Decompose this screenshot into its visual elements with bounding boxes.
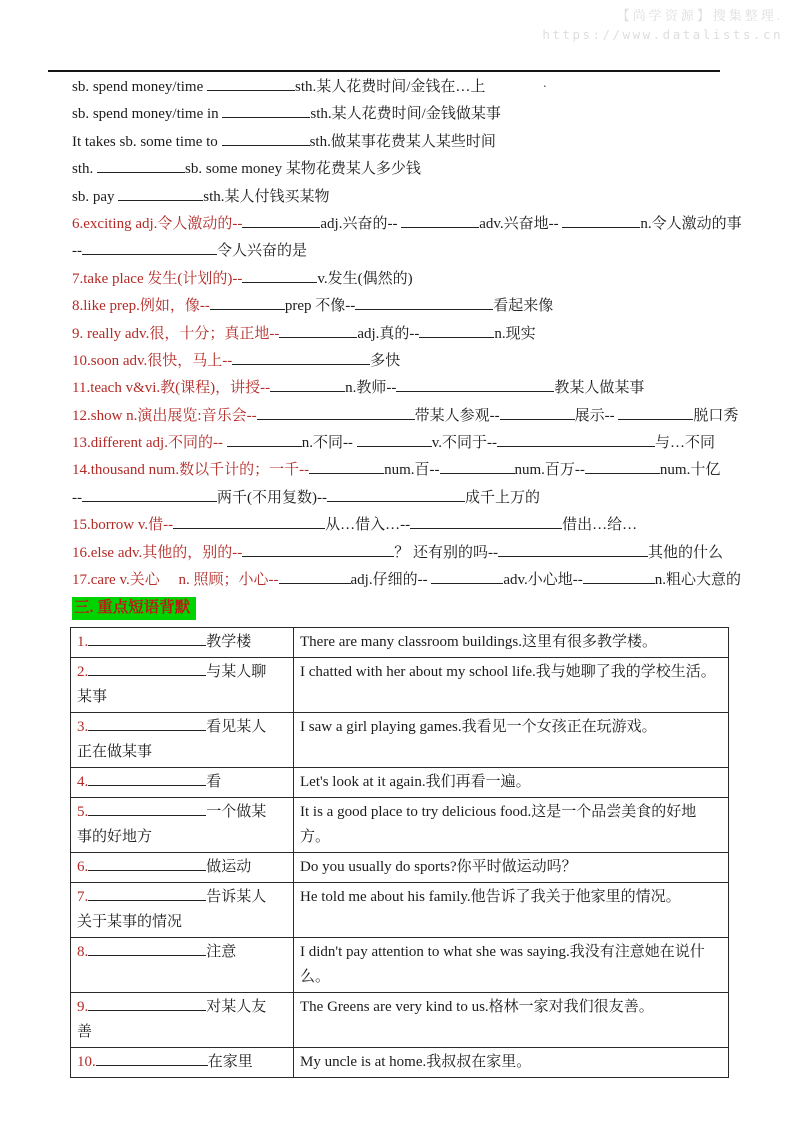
blank-underline — [88, 997, 206, 1011]
table-row — [71, 938, 729, 993]
blank-underline — [431, 570, 503, 584]
blank-underline — [242, 543, 394, 557]
table-row — [71, 993, 729, 1048]
text-segment: 13.different adj.不同的-- — [72, 435, 227, 452]
sentence-cell: I chatted with her about my school life.我与她聊了我的学校生活。 — [294, 658, 729, 713]
blank-underline — [309, 460, 384, 474]
sentence-cell: My uncle is at home.我叔叔在家里。 — [294, 1048, 729, 1078]
blank-underline — [327, 488, 465, 502]
phrase-cell — [71, 853, 294, 883]
phrase-drill-table — [70, 627, 729, 1078]
text-line — [72, 238, 740, 265]
text-segment: It takes sb. some time to — [72, 133, 222, 150]
phrase-cell — [71, 883, 294, 938]
blank-underline — [583, 570, 655, 584]
row-number: 5. — [77, 804, 89, 821]
text-segment: prep 不像-- — [284, 298, 356, 315]
blank-underline — [232, 351, 370, 365]
sentence-cell: There are many classroom buildings.这里有很多教学楼。 — [294, 628, 729, 658]
blank-underline — [88, 802, 206, 816]
row-number: 9. — [77, 999, 89, 1016]
row-number: 3. — [77, 719, 89, 736]
table-row — [71, 628, 729, 658]
blank-underline — [88, 772, 206, 786]
text-segment: sth.某人花费时间/金钱做某事 — [310, 106, 501, 123]
text-segment: 借出…给… — [562, 517, 638, 534]
watermark — [542, 6, 783, 44]
text-segment: 12.show n.演出展览:音乐会-- — [72, 407, 257, 424]
phrase-cn: 看见某人 — [206, 719, 267, 736]
watermark-source-text: 【尚学资源】搜集整理. — [616, 8, 783, 23]
text-segment: 带某人参观-- — [414, 407, 500, 424]
phrase-cell — [71, 628, 294, 658]
text-segment: ？ 还有别的吗-- — [394, 544, 498, 561]
text-segment: 其他的什么 — [648, 544, 724, 561]
text-line — [72, 430, 740, 457]
text-segment: sb. spend money/time — [72, 79, 207, 95]
sentence-cell: I didn't pay attention to what she was saying.我没有注意她在说什么。 — [294, 938, 729, 993]
text-segment: 看起来像 — [493, 298, 554, 315]
text-segment: n.教师-- — [345, 380, 397, 397]
phrase-cn: 在家里 — [207, 1054, 253, 1071]
blank-underline — [401, 214, 479, 228]
watermark-url-text: https://www.datalists.cn — [542, 27, 783, 42]
text-segment: 11.teach v&vi.教(课程)，讲授-- — [72, 380, 271, 397]
stray-dot-mark: . — [543, 76, 547, 91]
row-number: 10. — [77, 1054, 96, 1071]
text-line — [72, 540, 740, 567]
blank-underline — [419, 324, 494, 338]
table-row — [71, 658, 729, 713]
text-line — [72, 348, 740, 375]
phrase-cell — [71, 658, 294, 713]
phrase-cell — [71, 1048, 294, 1078]
phrase-cn: 看 — [206, 774, 222, 791]
text-segment: num.百-- — [384, 462, 440, 479]
blank-underline — [242, 214, 320, 228]
blank-underline — [222, 132, 310, 146]
sentence-cell: Do you usually do sports?你平时做运动吗？ — [294, 853, 729, 883]
blank-underline — [396, 378, 554, 392]
table-row — [71, 768, 729, 798]
blank-underline — [97, 159, 185, 173]
blank-underline — [88, 887, 206, 901]
phrase-cn: 做运动 — [206, 859, 252, 876]
table-row — [71, 1048, 729, 1078]
text-segment: adj.真的-- — [357, 325, 420, 342]
blank-underline — [222, 104, 310, 118]
row-number: 2. — [77, 664, 89, 681]
phrase-cn-continuation: 某事 — [77, 689, 108, 706]
sentence-cell: The Greens are very kind to us.格林一家对我们很友善。 — [294, 993, 729, 1048]
document-body — [72, 74, 740, 1078]
phrase-cell — [71, 713, 294, 768]
blank-underline — [279, 324, 357, 338]
text-segment: sth.某人花费时间/金钱在…上 — [295, 79, 486, 95]
text-line — [72, 156, 740, 183]
blank-underline — [618, 406, 693, 420]
text-segment: sb. some money 某物花费某人多少钱 — [185, 161, 421, 178]
text-segment: sth. — [72, 161, 98, 178]
text-segment: 10.soon adv.很快，马上-- — [72, 352, 233, 369]
text-segment: 与…不同 — [654, 435, 715, 452]
text-segment: sth.某人付钱买某物 — [203, 188, 330, 205]
blank-underline — [88, 857, 206, 871]
blank-underline — [585, 460, 660, 474]
sentence-cell: It is a good place to try delicious food.这是一个品尝美食的好地方。 — [294, 798, 729, 853]
blank-underline — [82, 488, 217, 502]
table-row — [71, 853, 729, 883]
blank-underline — [498, 543, 648, 557]
text-line — [72, 321, 740, 348]
section-heading: 三. 重点短语背默 — [72, 597, 196, 620]
text-segment: 15.borrow v.借-- — [72, 517, 174, 534]
text-segment: sth.做某事花费某人某些时间 — [309, 133, 496, 150]
blank-underline — [257, 406, 415, 420]
text-segment: n.不同-- — [301, 435, 357, 452]
text-segment: 17.care v.关心 n. 照顾；小心-- — [72, 572, 279, 589]
phrase-cn: 告诉某人 — [206, 889, 267, 906]
sentence-cell: I saw a girl playing games.我看见一个女孩正在玩游戏。 — [294, 713, 729, 768]
text-line — [72, 567, 740, 594]
text-segment: n.粗心大意的 — [654, 572, 742, 589]
blank-underline — [82, 241, 217, 255]
text-segment: 从…借入…-- — [325, 517, 411, 534]
text-segment: 16.else adv.其他的，别的-- — [72, 544, 243, 561]
blank-underline — [207, 77, 295, 91]
blank-underline — [96, 1052, 208, 1066]
phrase-cn: 对某人友 — [206, 999, 267, 1016]
phrase-cell — [71, 768, 294, 798]
row-number: 8. — [77, 944, 89, 961]
text-segment: 9. really adv.很，十分；真正地-- — [72, 325, 280, 342]
phrase-cn: 与某人聊 — [206, 664, 267, 681]
text-line — [72, 375, 740, 402]
table-row — [71, 798, 729, 853]
text-segment: n.现实 — [494, 325, 536, 342]
phrase-cn: 注意 — [206, 944, 237, 961]
text-segment: 14.thousand num.数以千计的；一千-- — [72, 462, 310, 479]
blank-underline — [242, 269, 317, 283]
blank-underline — [210, 296, 285, 310]
text-segment: 展示-- — [574, 407, 619, 424]
text-segment: num.百万-- — [514, 462, 585, 479]
text-segment: -- — [72, 489, 82, 506]
phrase-cn: 一个做某 — [206, 804, 267, 821]
phrase-cn-continuation: 善 — [77, 1024, 93, 1041]
text-line — [72, 129, 740, 156]
blank-underline — [88, 662, 206, 676]
blank-underline — [88, 632, 206, 646]
text-segment: v.不同于-- — [431, 435, 497, 452]
text-segment: 8.like prep.例如，像-- — [72, 298, 210, 315]
phrase-cn-continuation: 正在做某事 — [77, 744, 153, 761]
blank-underline — [562, 214, 640, 228]
text-segment: sb. spend money/time in — [72, 106, 223, 123]
text-segment: num.十亿 — [659, 462, 721, 479]
blank-underline — [88, 717, 206, 731]
text-line — [72, 485, 740, 512]
text-line — [72, 184, 740, 211]
blank-underline — [357, 433, 432, 447]
text-segment: adj.仔细的-- — [350, 572, 432, 589]
text-segment: adv.兴奋地-- — [479, 215, 563, 232]
blank-underline — [118, 187, 203, 201]
text-segment: adv.小心地-- — [503, 572, 583, 589]
blank-underline — [270, 378, 345, 392]
phrase-cn-continuation: 事的好地方 — [77, 829, 153, 846]
row-number: 7. — [77, 889, 89, 906]
text-segment: 两千(不用复数)-- — [217, 489, 327, 506]
blank-underline — [355, 296, 493, 310]
blank-underline — [500, 406, 575, 420]
sentence-cell: He told me about his family.他告诉了我关于他家里的情况。 — [294, 883, 729, 938]
text-line — [72, 74, 740, 101]
phrase-cn: 教学楼 — [206, 634, 252, 651]
text-segment: 7.take place 发生(计划的)-- — [72, 270, 243, 287]
phrase-cell — [71, 938, 294, 993]
phrase-table-body — [71, 628, 729, 1078]
phrase-cn-continuation: 关于某事的情况 — [77, 914, 183, 931]
text-segment: 令人兴奋的是 — [217, 243, 308, 260]
text-segment: v.发生(偶然的) — [317, 270, 413, 287]
text-segment: 多快 — [370, 352, 401, 369]
phrase-cell — [71, 993, 294, 1048]
text-line — [72, 101, 740, 128]
row-number: 1. — [77, 634, 89, 651]
vocabulary-lines — [72, 74, 740, 594]
blank-underline — [227, 433, 302, 447]
text-line — [72, 403, 740, 430]
text-segment: 教某人做某事 — [554, 380, 645, 397]
header-divider-line — [48, 70, 720, 72]
blank-underline — [88, 942, 206, 956]
text-segment: 6.exciting adj.令人激动的-- — [72, 215, 243, 232]
text-line — [72, 512, 740, 539]
blank-underline — [440, 460, 515, 474]
table-row — [71, 713, 729, 768]
text-line — [72, 293, 740, 320]
row-number: 4. — [77, 774, 89, 791]
text-segment: 成千上万的 — [464, 489, 540, 506]
text-segment: sb. pay — [72, 188, 119, 205]
row-number: 6. — [77, 859, 89, 876]
text-line — [72, 211, 740, 238]
text-segment: -- — [72, 243, 82, 260]
text-segment: adj.兴奋的-- — [320, 215, 402, 232]
text-line — [72, 266, 740, 293]
blank-underline — [410, 515, 562, 529]
blank-underline — [497, 433, 655, 447]
text-line — [72, 457, 740, 484]
table-row — [71, 883, 729, 938]
text-segment: n.令人激动的事 — [640, 215, 742, 232]
text-segment: 脱口秀 — [693, 407, 739, 424]
phrase-cell — [71, 798, 294, 853]
blank-underline — [173, 515, 325, 529]
blank-underline — [279, 570, 351, 584]
sentence-cell: Let's look at it again.我们再看一遍。 — [294, 768, 729, 798]
